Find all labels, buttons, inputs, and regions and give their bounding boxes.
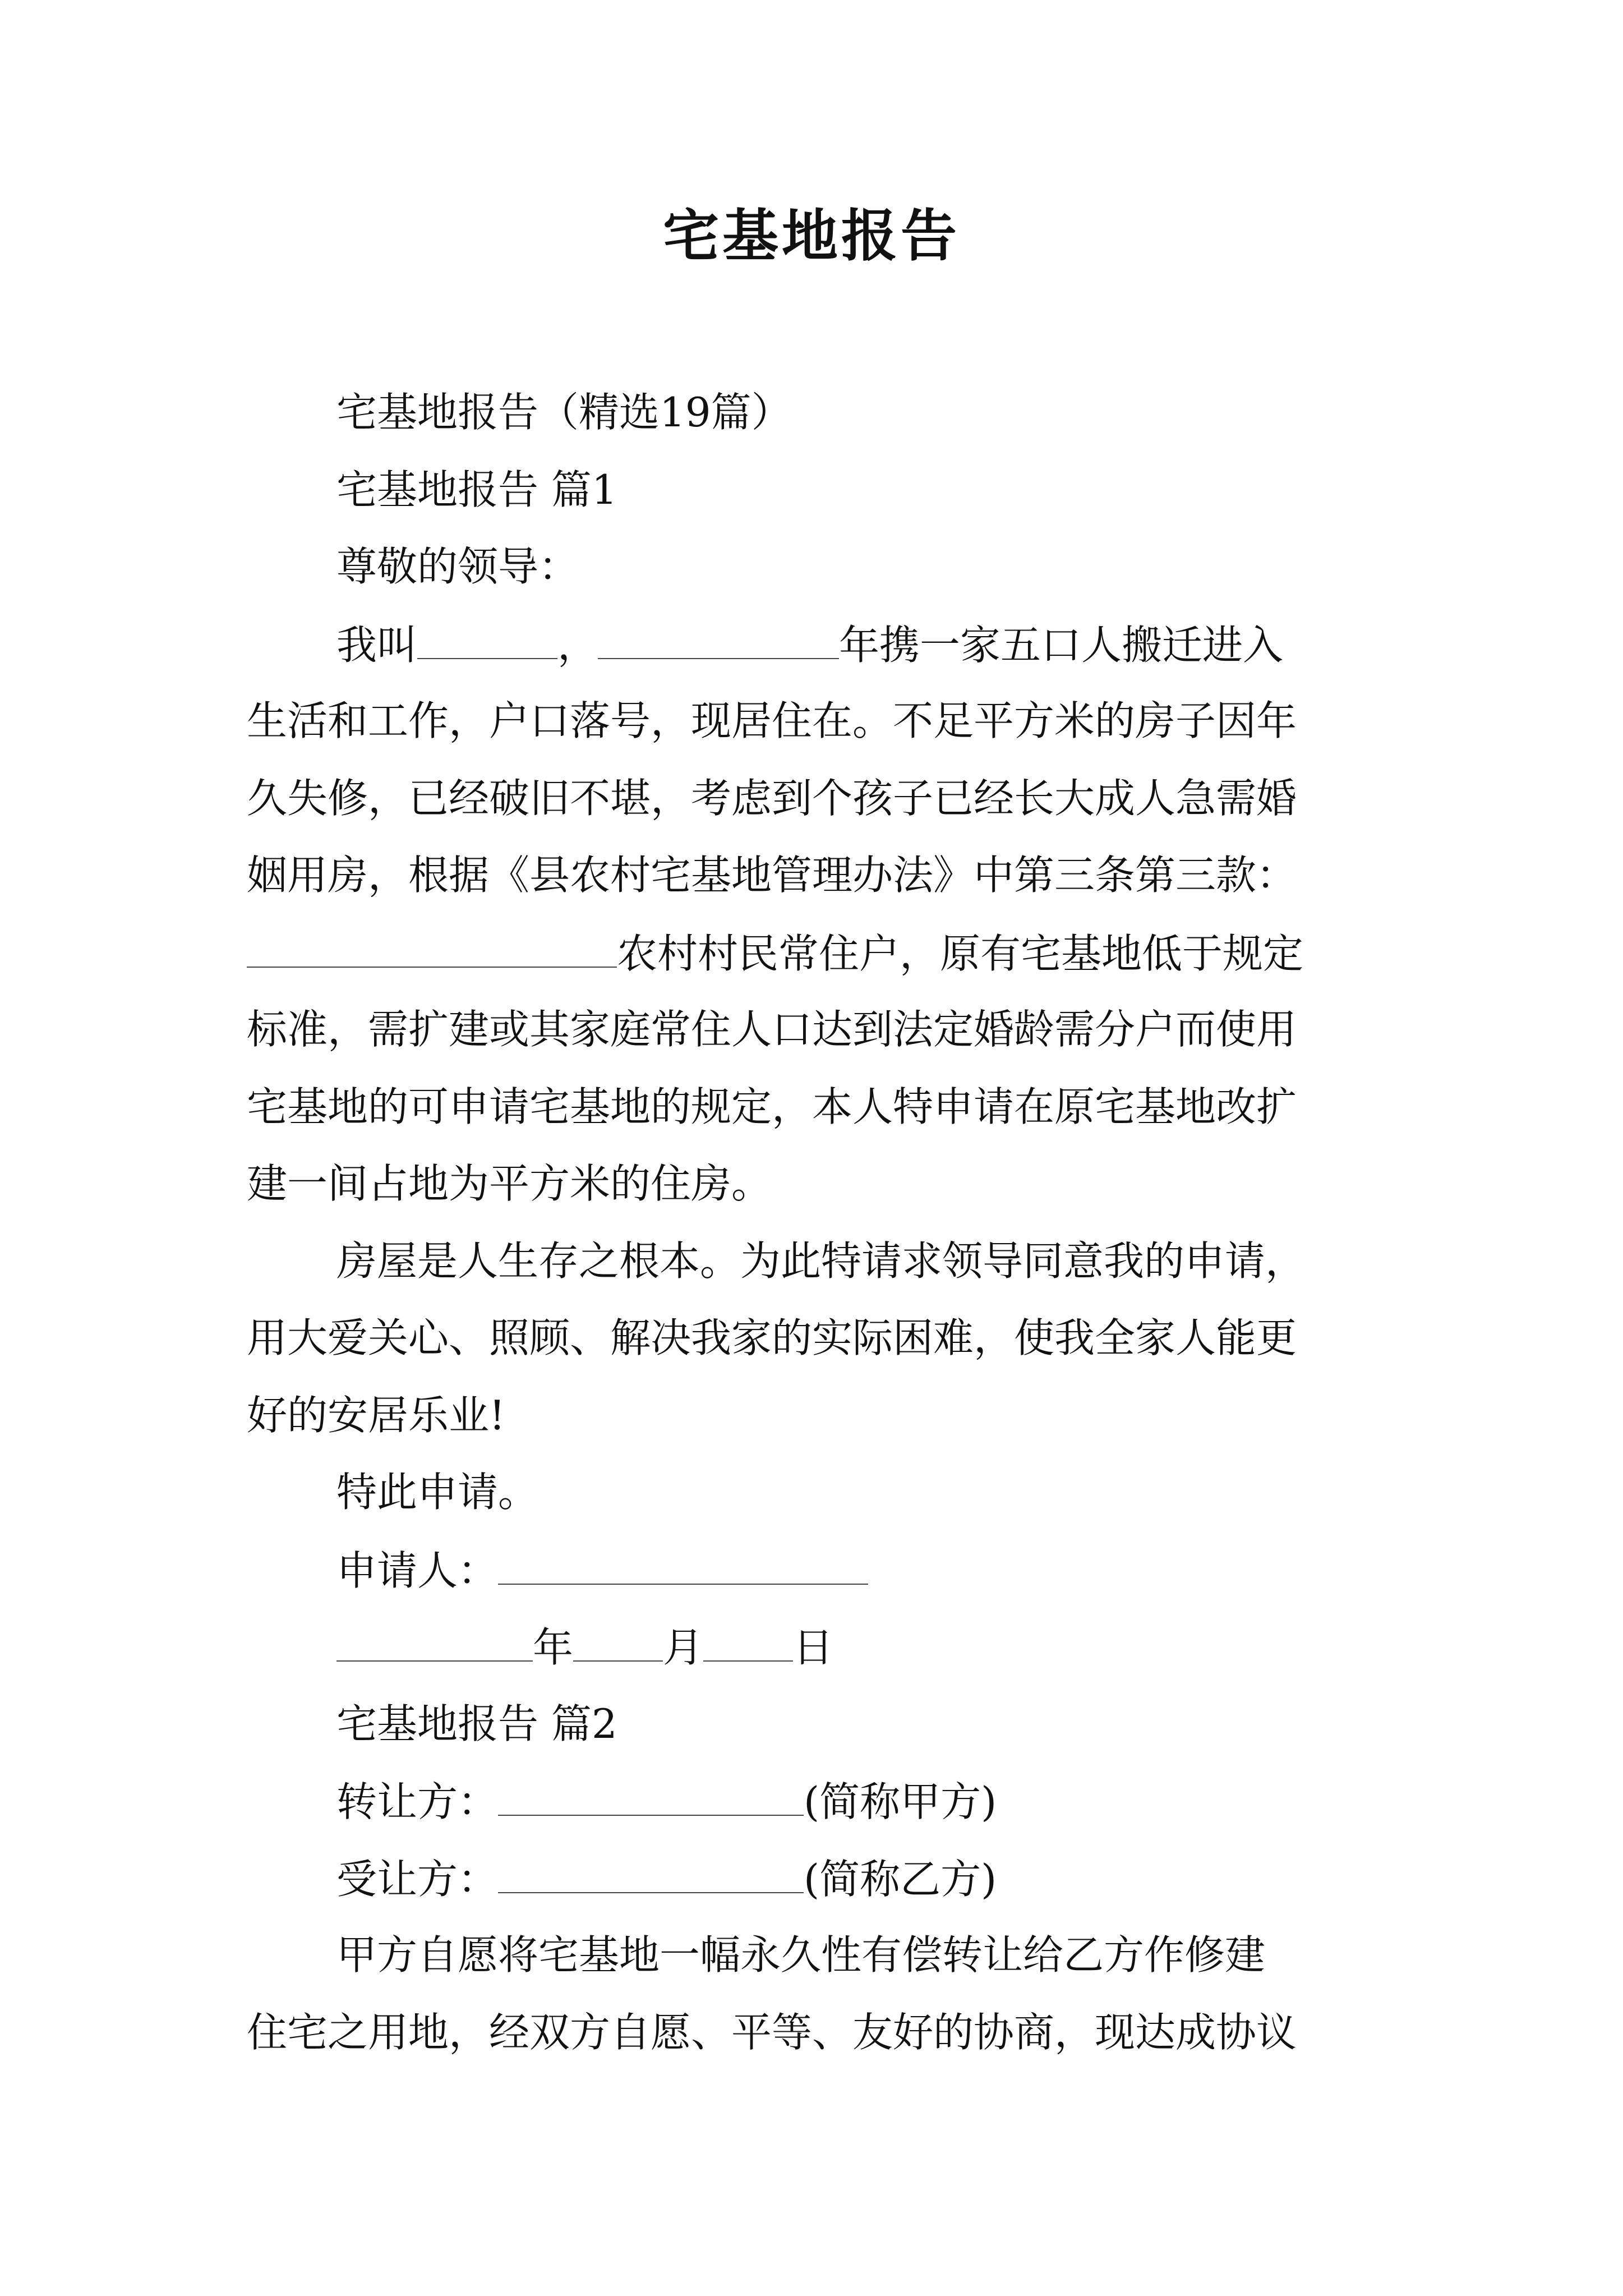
date-year-label: 年 — [533, 1624, 574, 1671]
document-subtitle: 宅基地报告（精选19篇） — [336, 389, 792, 436]
date-year-blank — [336, 1621, 533, 1662]
paragraph1-line6: 标准，需扩建或其家庭常住人口达到法定婚龄需分户而使用 — [247, 1006, 1297, 1053]
paragraph1-comma: ， — [557, 622, 598, 669]
date-day-label: 日 — [793, 1624, 834, 1671]
clause-blank — [247, 927, 617, 968]
applicant-line — [336, 1544, 868, 1596]
date-month-blank — [573, 1621, 663, 1662]
transferor-note: (简称甲方) — [804, 1778, 997, 1825]
date-line — [336, 1621, 833, 1673]
transferor-label: 转让方： — [336, 1778, 499, 1825]
closing-text: 特此申请。 — [336, 1469, 539, 1516]
agreement-line2: 住宅之用地，经双方自愿、平等、友好的协商，现达成协议 — [247, 2009, 1297, 2056]
paragraph1-line8: 建一间占地为平方米的住房。 — [247, 1160, 772, 1207]
agreement-line1: 甲方自愿将宅基地一幅永久性有偿转让给乙方作修建 — [336, 1931, 1266, 1978]
paragraph1-line2: 生活和工作，户口落号，现居住在。不足平方米的房子因年 — [247, 697, 1297, 744]
transferor-line — [336, 1775, 997, 1827]
paragraph2-line3: 好的安居乐业! — [247, 1392, 505, 1439]
name-blank — [417, 619, 557, 659]
paragraph1-line5 — [247, 927, 1303, 979]
transferor-blank — [498, 1775, 804, 1816]
transferee-blank — [498, 1853, 804, 1893]
paragraph1-line7: 宅基地的可申请宅基地的规定，本人特申请在原宅基地改扩 — [247, 1083, 1297, 1130]
applicant-blank — [498, 1544, 868, 1585]
paragraph2-line2: 用大爱关心、照顾、解决我家的实际困难，使我全家人能更 — [247, 1314, 1297, 1361]
transferee-line — [336, 1853, 997, 1904]
paragraph1-start: 我叫 — [336, 622, 418, 669]
section2-heading: 宅基地报告 篇2 — [336, 1700, 617, 1747]
paragraph1-after: 年携一家五口人搬迁进入 — [839, 622, 1284, 669]
transferee-note: (简称乙方) — [804, 1856, 997, 1903]
date-month-label: 月 — [663, 1624, 704, 1671]
paragraph2-line1: 房屋是人生存之根本。为此特请求领导同意我的申请， — [336, 1237, 1306, 1285]
transferee-label: 受让方： — [336, 1856, 499, 1903]
salutation: 尊敬的领导： — [336, 543, 579, 590]
date-day-blank — [703, 1621, 793, 1662]
paragraph1-line5-text: 农村村民常住户，原有宅基地低于规定 — [617, 930, 1304, 977]
paragraph1-line4: 姻用房，根据《县农村宅基地管理办法》中第三条第三款： — [247, 852, 1297, 899]
document-title: 宅基地报告 — [663, 203, 960, 269]
applicant-label: 申请人： — [336, 1547, 499, 1594]
section1-heading: 宅基地报告 篇1 — [336, 466, 617, 513]
paragraph1-line1 — [336, 619, 1283, 670]
paragraph1-line3: 久失修，已经破旧不堪，考虑到个孩子已经长大成人急需婚 — [247, 775, 1297, 822]
year-blank — [598, 619, 839, 659]
